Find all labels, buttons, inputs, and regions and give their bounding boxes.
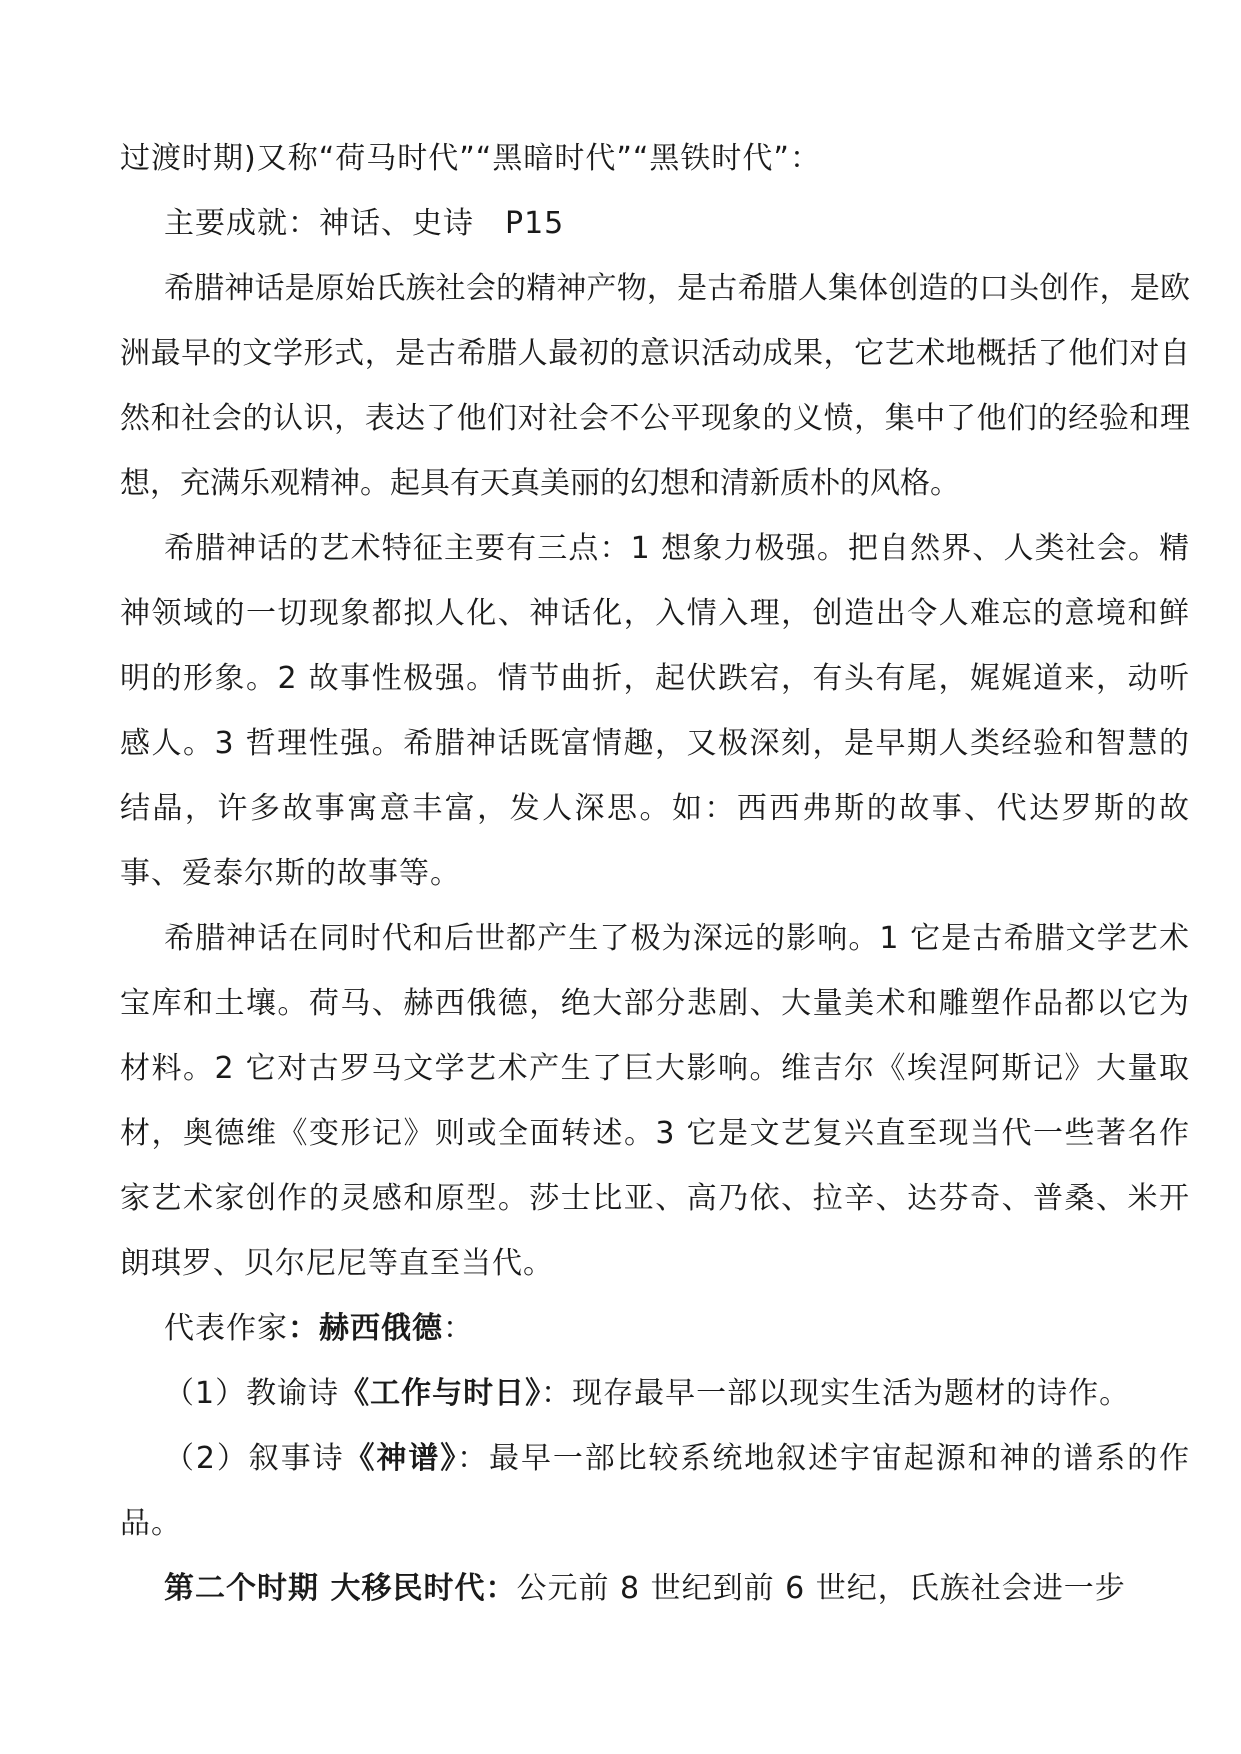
author-label: 代表作家 xyxy=(164,1311,288,1346)
document-page xyxy=(120,126,1190,1621)
paragraph-continuation: 过渡时期)又称“荷马时代”“黑暗时代”“黑铁时代”： xyxy=(120,141,821,176)
author-tail: ： xyxy=(443,1311,474,1346)
work-2-title: 《神谱》 xyxy=(344,1441,458,1476)
paragraph-main-achievements: 主要成就：神话、史诗 P15 xyxy=(164,206,565,241)
work-1-prefix: （1）教谕诗 xyxy=(164,1376,340,1411)
paragraph-second-period xyxy=(120,1556,1190,1621)
work-2-desc: ：最早一部比较系统地叙述宇宙起源和神的谱系的作品。 xyxy=(120,1441,1191,1541)
paragraph-artistic-features: 希腊神话的艺术特征主要有三点：1 想象力极强。把自然界、人类社会。精神领域的一切现象都拟人化、神话化，入情入理，创造出令人难忘的意境和鲜明的形象。2 故事性极强。情节曲折，起伏跌宕，有头有尾，娓娓道来，动听感人。3 哲理性强。希腊神话既富情趣，又极深刻，是早期人类经验和智慧的结晶，许多故事寓意丰富，发人深思。如：西西弗斯的故事、代达罗斯的故事、爱泰尔斯的故事等。 xyxy=(120,531,1190,891)
paragraph-work-2 xyxy=(120,1426,1190,1556)
work-1-desc: ：现存最早一部以现实生活为题材的诗作。 xyxy=(541,1376,1131,1411)
work-1-title: 《工作与时日》 xyxy=(339,1376,542,1411)
paragraph-work-1 xyxy=(120,1361,1190,1426)
paragraph-representative-author xyxy=(120,1296,1190,1361)
second-period-text: 公元前 8 世纪到前 6 世纪，氏族社会进一步 xyxy=(516,1571,1126,1606)
paragraph-greek-mythology-intro: 希腊神话是原始氏族社会的精神产物，是古希腊人集体创造的口头创作，是欧洲最早的文学形式，是古希腊人最初的意识活动成果，它艺术地概括了他们对自然和社会的认识，表达了他们对社会不公平现象的义愤，集中了他们的经验和理想，充满乐观精神。起具有天真美丽的幻想和清新质朴的风格。 xyxy=(120,271,1190,501)
second-period-heading: 第二个时期 大移民时代： xyxy=(164,1571,517,1606)
work-2-prefix: （2）叙事诗 xyxy=(164,1441,345,1476)
paragraph-influence: 希腊神话在同时代和后世都产生了极为深远的影响。1 它是古希腊文学艺术宝库和土壤。荷马、赫西俄德，绝大部分悲剧、大量美术和雕塑作品都以它为材料。2 它对古罗马文学艺术产生了巨大影响。维吉尔《埃涅阿斯记》大量取材，奥德维《变形记》则或全面转述。3 它是文艺复兴直至现当代一些著名作家艺术家创作的灵感和原型。莎士比亚、高乃依、拉辛、达芬奇、普桑、米开朗琪罗、贝尔尼尼等直至当代。 xyxy=(120,921,1190,1281)
author-name: ：赫西俄德 xyxy=(288,1311,443,1346)
